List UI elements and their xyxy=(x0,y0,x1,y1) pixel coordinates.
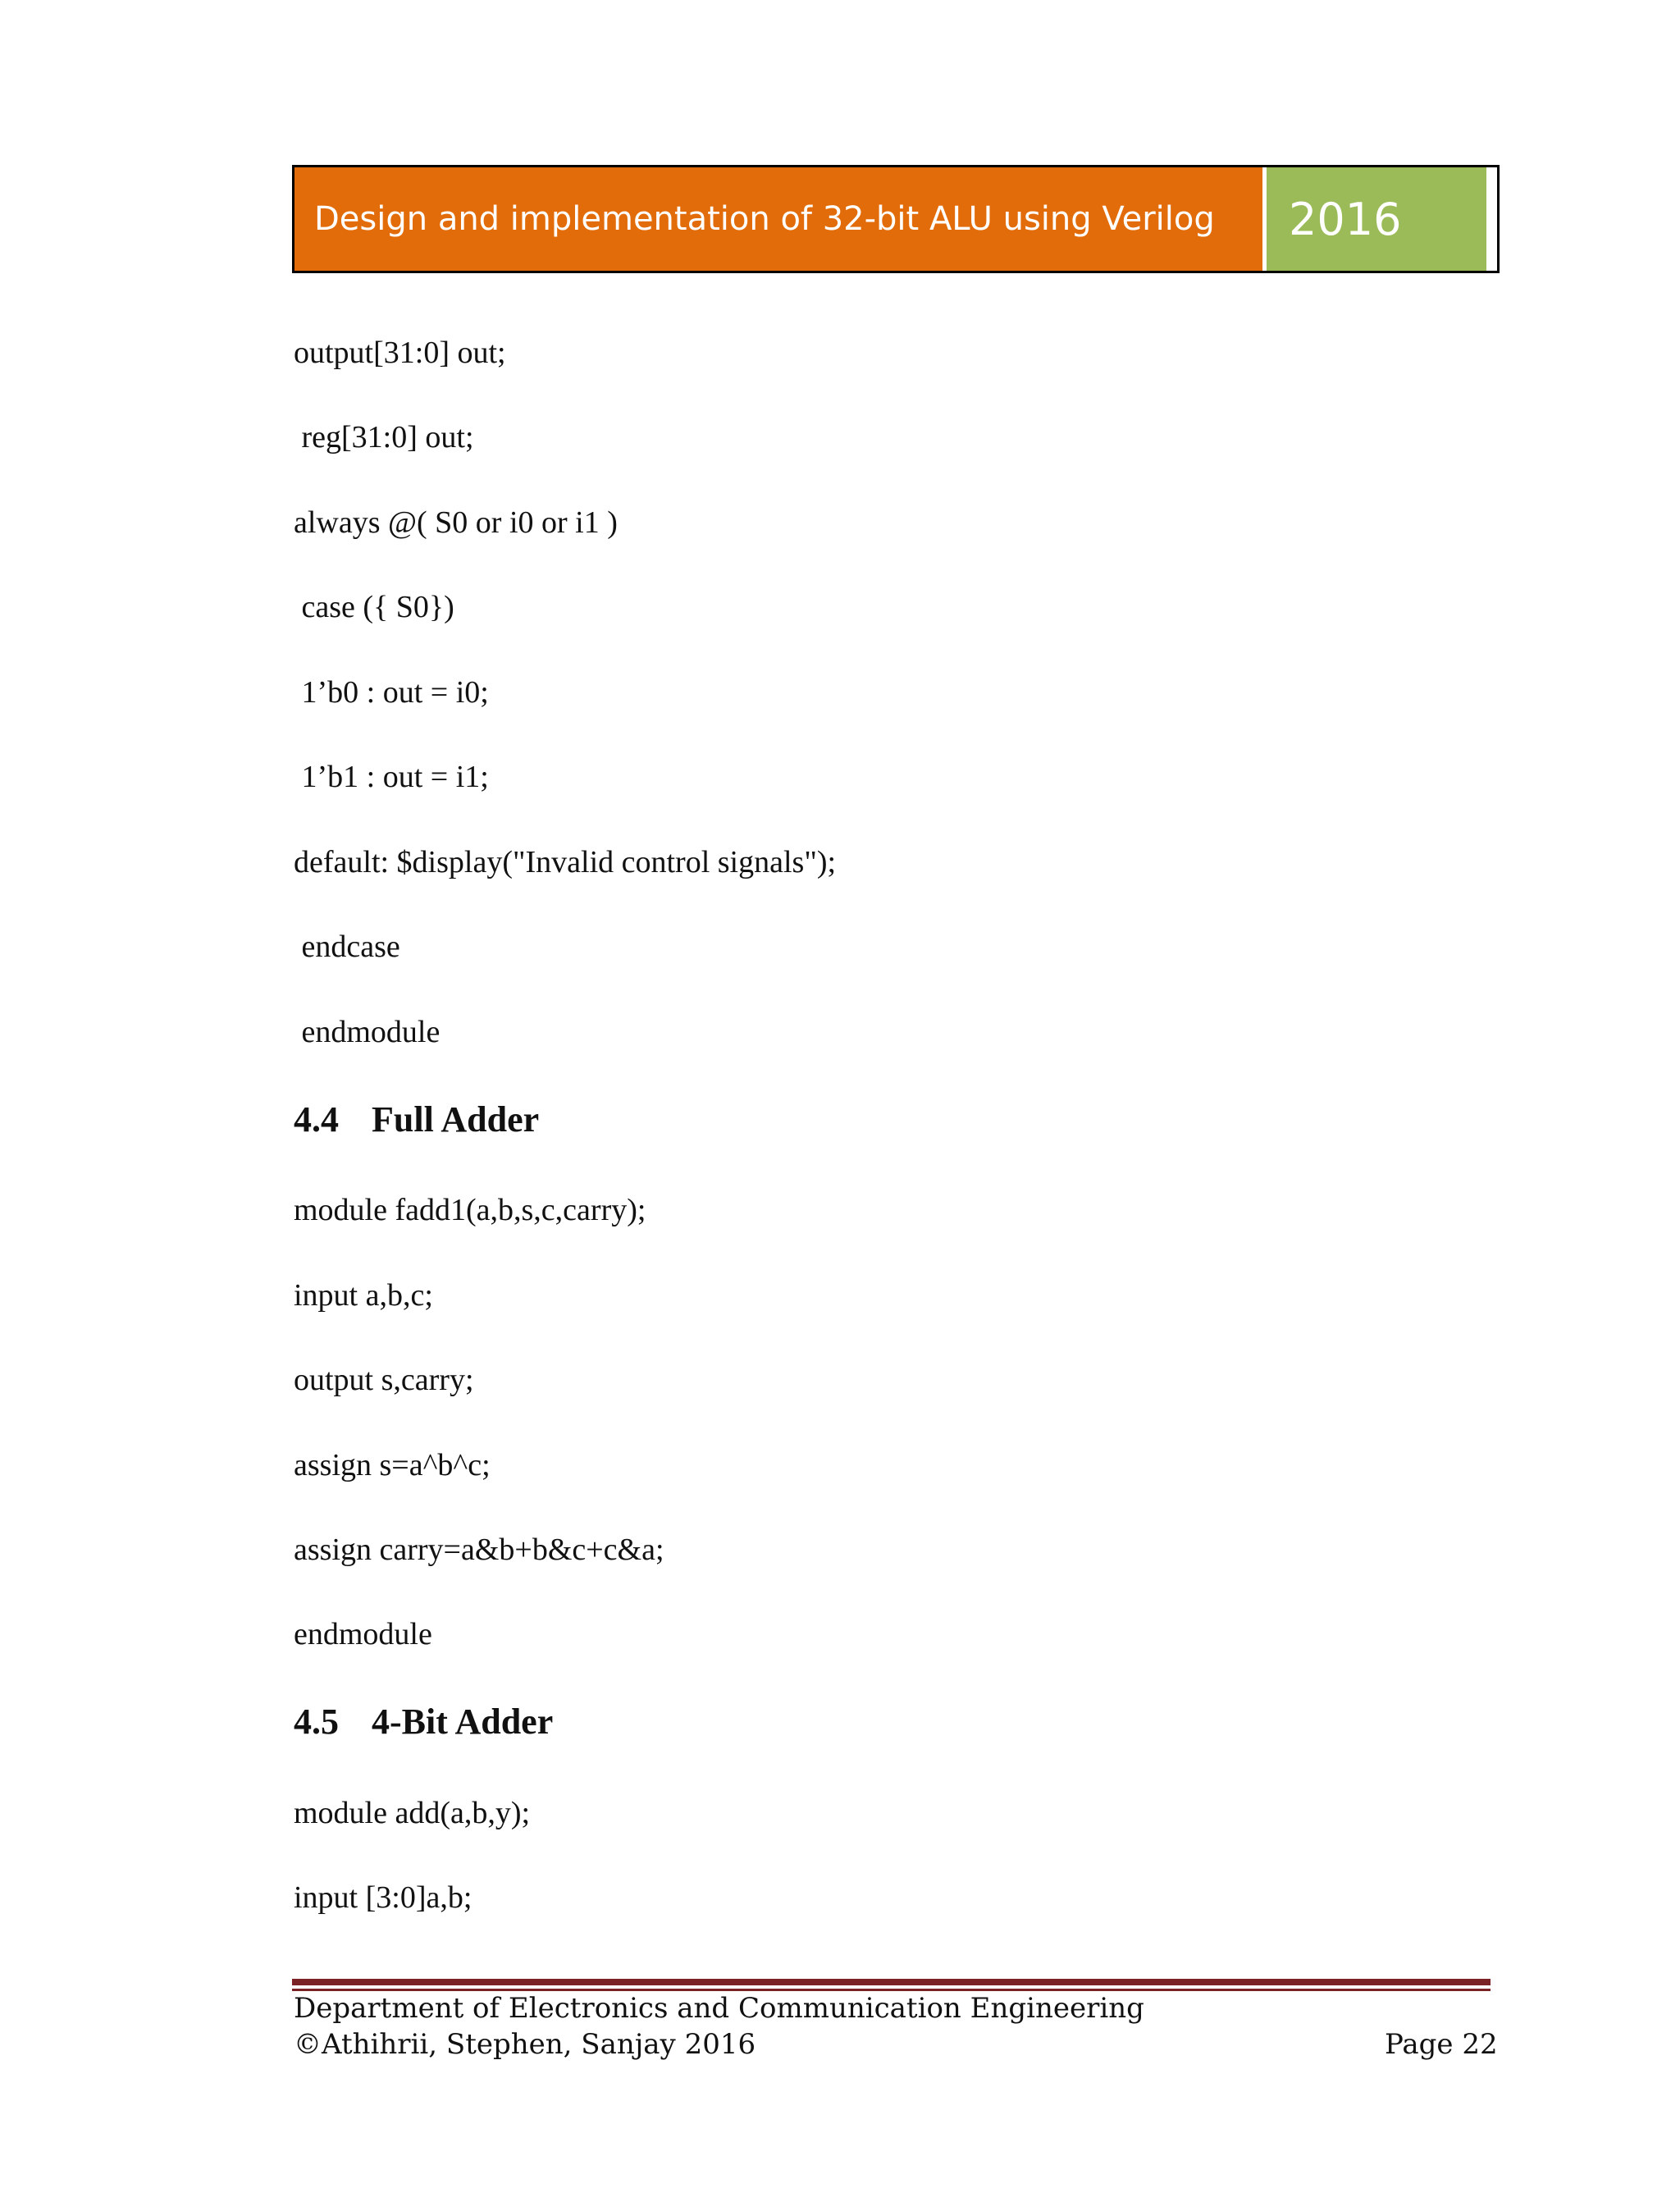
header-title: Design and implementation of 32-bit ALU using Verilog xyxy=(314,200,1215,238)
code-line: input a,b,c; xyxy=(294,1278,433,1313)
section-heading-4-bit-adder xyxy=(294,1702,553,1743)
code-line: 1’b0 : out = i0; xyxy=(294,675,489,710)
code-line: 1’b1 : out = i1; xyxy=(294,760,489,794)
code-line: always @( S0 or i0 or i1 ) xyxy=(294,505,618,540)
code-line: module add(a,b,y); xyxy=(294,1796,531,1830)
section-heading-full-adder xyxy=(294,1099,539,1140)
footer-copyright: ©Athihrii, Stephen, Sanjay 2016 xyxy=(294,2028,756,2061)
section-title: 4-Bit Adder xyxy=(372,1702,554,1742)
section-number: 4.5 xyxy=(294,1702,339,1742)
footer-rule xyxy=(292,1979,1491,1985)
page-number: Page 22 xyxy=(1385,2028,1498,2061)
code-line: reg[31:0] out; xyxy=(294,420,474,455)
code-line: assign carry=a&b+b&c+c&a; xyxy=(294,1533,664,1567)
header-year: 2016 xyxy=(1289,193,1402,245)
section-title: Full Adder xyxy=(372,1099,540,1140)
footer-department: Department of Electronics and Communication Engineering xyxy=(294,1992,1144,2025)
code-line: output s,carry; xyxy=(294,1363,474,1397)
code-line: input [3:0]a,b; xyxy=(294,1880,472,1915)
code-line: endmodule xyxy=(294,1015,441,1049)
page-header xyxy=(292,165,1500,273)
section-number: 4.4 xyxy=(294,1099,339,1140)
code-line: output[31:0] out; xyxy=(294,336,506,370)
code-line: case ({ S0}) xyxy=(294,590,454,624)
header-year-cell xyxy=(1267,167,1486,271)
code-line: endmodule xyxy=(294,1617,432,1651)
code-line: module fadd1(a,b,s,c,carry); xyxy=(294,1193,646,1227)
code-line: assign s=a^b^c; xyxy=(294,1448,491,1482)
code-line: default: $display("Invalid control signals"); xyxy=(294,845,837,879)
header-title-cell xyxy=(294,167,1262,271)
code-line: endcase xyxy=(294,930,400,964)
